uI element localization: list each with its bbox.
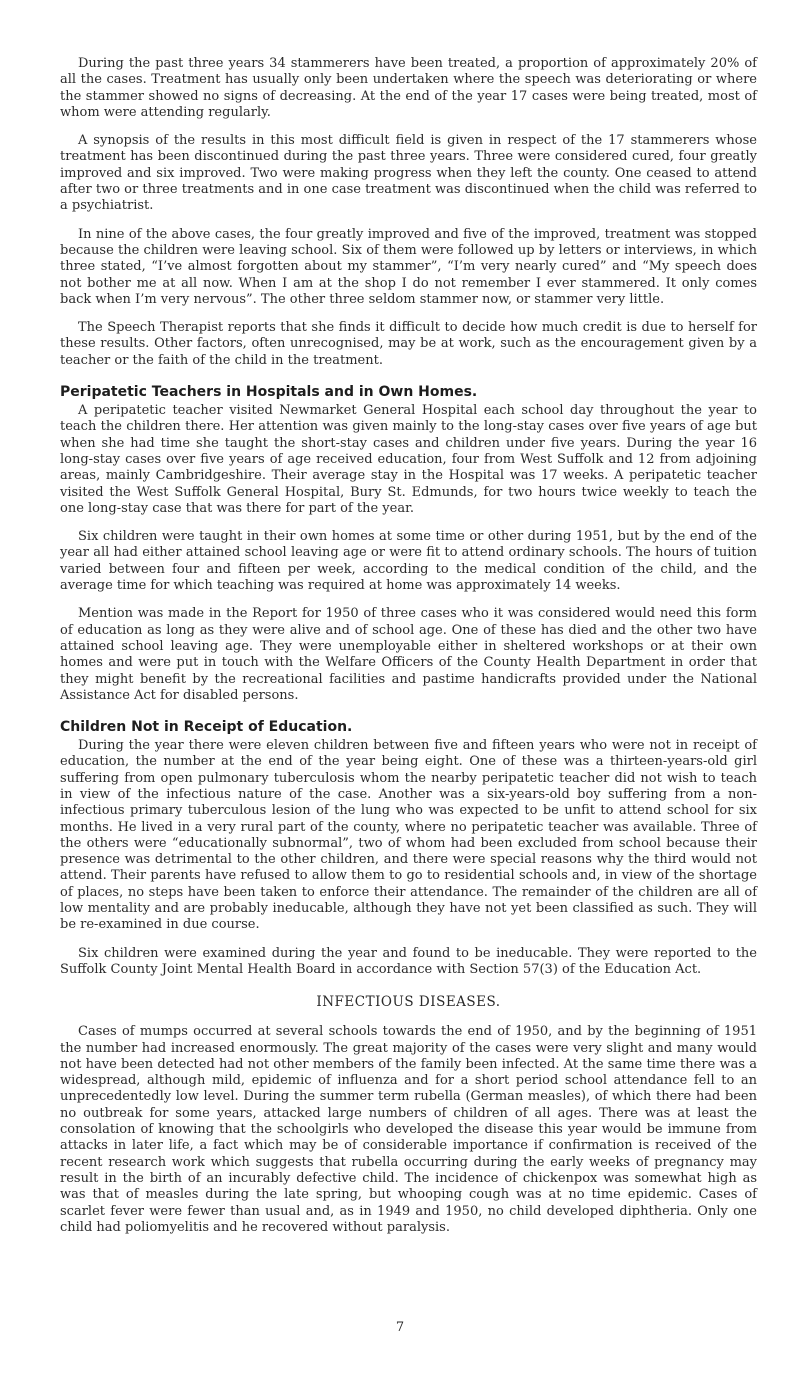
paragraph: Six children were taught in their own homes at some time or other during 1951, but by the end of the year all had either attained school leaving age or were fit to attend ordinary schools. The hours of tuition varied between four and fifteen per week, according to the medical condition of the child, and the average time for which teaching was required at home was approximately 14 weeks. xyxy=(60,529,757,594)
peripatetic-section xyxy=(60,383,757,704)
paragraph: A synopsis of the results in this most difficult field is given in respect of the 17 stammerers whose treatment has been discontinued during the past three years. Three were considered cured, four greatly improved and six improved. Two were making progress when they left the county. One ceased to attend after two or three treatments and in one case treatment was discontinued when the child was referred to a psychiatrist. xyxy=(60,133,757,214)
stammerers-section xyxy=(60,56,757,369)
paragraph: Mention was made in the Report for 1950 of three cases who it was considered would need this form of education as long as they were alive and of school age. One of these has died and the other two have attained school leaving age. They were unemployable either in sheltered workshops or at their own homes and were put in touch with the Welfare Officers of the County Health Department in order that they might benefit by the recreational facilities and pastime handicrafts provided under the National Assistance Act for disabled persons. xyxy=(60,606,757,703)
section-heading: INFECTIOUS DISEASES. xyxy=(316,994,501,1011)
page-number: 7 xyxy=(395,1320,405,1335)
paragraph: During the year there were eleven children between five and fifteen years who were not in receipt of education, the number at the end of the year being eight. One of these was a thirteen-years-old girl suffering from open pulmonary tuberculosis whom the nearby peripatetic teacher did not wish to teach in view of the infectious nature of the case. Another was a six-years-old boy suffering from a non-infectious primary tuberculous lesion of the lung who was expected to be unfit to attend school for six months. He lived in a very rural part of the county, where no peripatetic teacher was available. Three of the others were “educationally subnormal”, two of whom had been excluded from school because their presence was detrimental to the other children, and there were special reasons why the third would not attend. Their parents have refused to allow them to go to residential schools and, in view of the shortage of places, no steps have been taken to enforce their attendance. The remainder of the children are all of low mentality and are probably ineducable, although they have not yet been classified as such. They will be re-examined in due course. xyxy=(60,738,757,933)
paragraph: Six children were examined during the year and found to be ineducable. They were reported to the Suffolk County Joint Mental Health Board in accordance with Section 57(3) of the Education Act. xyxy=(60,945,757,977)
document-page xyxy=(60,56,757,1248)
section-heading: Peripatetic Teachers in Hospitals and in Own Homes. xyxy=(60,384,478,401)
paragraph: A peripatetic teacher visited Newmarket General Hospital each school day throughout the year to teach the children there. Her attention was given mainly to the long-stay cases over five years of age but when she had time she taught the short-stay cases and children under five years. During the year 16 long-stay cases over five years of age received education, four from West Suffolk and 12 from adjoining areas, mainly Cambridgeshire. Their average stay in the Hospital was 17 weeks. A peripatetic teacher visited the West Suffolk General Hospital, Bury St. Edmunds, for two hours twice weekly to teach the one long-stay case that was there for part of the year. xyxy=(60,403,757,516)
not-in-receipt-section xyxy=(60,718,757,978)
paragraph: Cases of mumps occurred at several schools towards the end of 1950, and by the beginning of 1951 the number had increased enormously. The great majority of the cases were very slight and many would not have been detected had not other members of the family been infected. At the same time there was a widespread, although mild, epidemic of influenza and for a short period school attendance fell to an unprecedentedly low level. During the summer term rubella (German measles), of which there had been no outbreak for some years, attacked large numbers of children of all ages. There was at least the consolation of knowing that the schoolgirls who developed the disease this year would be immune from attacks in later life, a fact which may be of considerable importance if confirmation is received of the recent research work which suggests that rubella occurring during the early weeks of pregnancy may result in the birth of an incurably defective child. The incidence of chickenpox was somewhat high as was that of measles during the late spring, but whooping cough was at no time epidemic. Cases of scarlet fever were fewer than usual and, as in 1949 and 1950, no child developed diphtheria. Only one child had poliomyelitis and he recovered without paralysis. xyxy=(60,1024,757,1235)
section-heading: Children Not in Receipt of Education. xyxy=(60,719,353,736)
paragraph: In nine of the above cases, the four greatly improved and five of the improved, treatment was stopped because the children were leaving school. Six of them were followed up by letters or interviews, in which three stated, “I’ve almost forgotten about my stammer”, “I’m very nearly cured” and “My speech does not bother me at all now. When I am at the shop I do not remember I ever stammered. It only comes back when I’m very nervous”. The other three seldom stammer now, or stammer very little. xyxy=(60,226,757,307)
paragraph: The Speech Therapist reports that she finds it difficult to decide how much credit is due to herself for these results. Other factors, often unrecognised, may be at work, such as the encouragement given by a teacher or the faith of the child in the treatment. xyxy=(60,320,757,368)
infectious-diseases-section xyxy=(60,994,757,1236)
paragraph: During the past three years 34 stammerers have been treated, a proportion of approximately 20% of all the cases. Treatment has usually only been undertaken where the speech was deteriorating or where the stammer showed no signs of decreasing. At the end of the year 17 cases were being treated, most of whom were attending regularly. xyxy=(60,56,757,120)
